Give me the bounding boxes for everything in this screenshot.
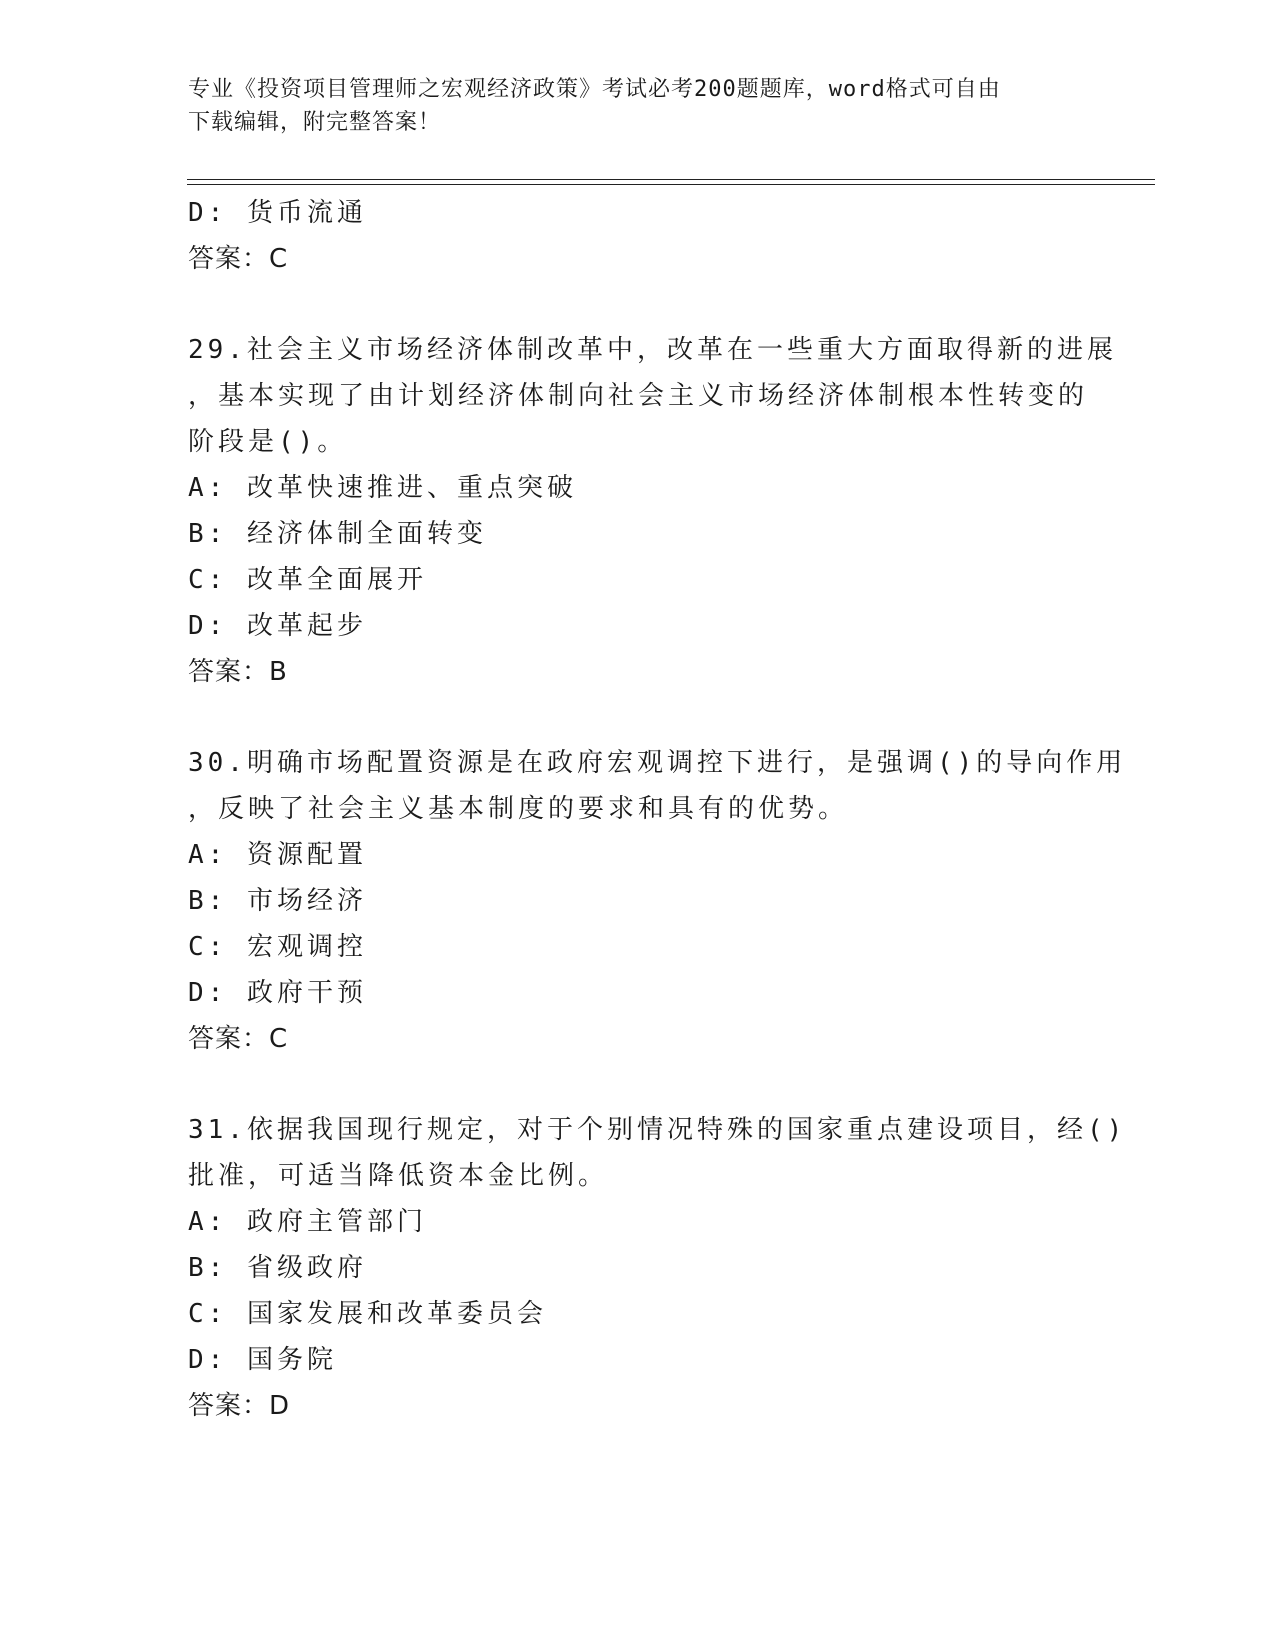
option-b: B: 市场经济 xyxy=(188,886,367,916)
question-31 xyxy=(188,1107,1127,1429)
option-b: B: 省级政府 xyxy=(188,1253,367,1283)
question-30 xyxy=(188,740,1127,1062)
question-text xyxy=(188,740,1127,832)
question-text xyxy=(188,327,1117,465)
header-title-line-2: 下载编辑，附完整答案！ xyxy=(188,110,442,135)
answer-line: 答案：B xyxy=(188,657,288,687)
header-divider-bottom xyxy=(187,184,1155,185)
answer-line: 答案：C xyxy=(188,244,289,274)
document-header xyxy=(188,73,1078,139)
option-a: A: 政府主管部门 xyxy=(188,1207,427,1237)
question-text-line: 29.社会主义市场经济体制改革中，改革在一些重大方面取得新的进展 xyxy=(188,335,1117,365)
header-divider-top xyxy=(187,179,1155,180)
option-a: A: 改革快速推进、重点突破 xyxy=(188,473,577,503)
answer-line: 答案：D xyxy=(188,1391,291,1421)
question-text-line: ，反映了社会主义基本制度的要求和具有的优势。 xyxy=(188,794,849,824)
option-a: A: 资源配置 xyxy=(188,840,367,870)
question-text-line: 31.依据我国现行规定，对于个别情况特殊的国家重点建设项目，经() xyxy=(188,1115,1127,1145)
answer-line: 答案：C xyxy=(188,1024,289,1054)
option-c: C: 宏观调控 xyxy=(188,932,367,962)
option-d: D: 货币流通 xyxy=(188,198,367,228)
question-text-line: 批准，可适当降低资本金比例。 xyxy=(188,1161,609,1191)
question-list xyxy=(188,190,1127,1474)
question-text xyxy=(188,1107,1127,1199)
option-c: C: 国家发展和改革委员会 xyxy=(188,1299,547,1329)
option-c: C: 改革全面展开 xyxy=(188,565,427,595)
question-28-tail xyxy=(188,190,1088,282)
header-title-line-1: 专业《投资项目管理师之宏观经济政策》考试必考200题题库，word格式可自由 xyxy=(188,77,1001,102)
option-d: D: 政府干预 xyxy=(188,978,367,1008)
option-b: B: 经济体制全面转变 xyxy=(188,519,487,549)
question-text-line: ，基本实现了由计划经济体制向社会主义市场经济体制根本性转变的 xyxy=(188,381,1089,411)
option-d: D: 国务院 xyxy=(188,1345,337,1375)
question-text-line: 30.明确市场配置资源是在政府宏观调控下进行，是强调()的导向作用 xyxy=(188,748,1127,778)
question-29 xyxy=(188,327,1117,695)
question-text-line: 阶段是()。 xyxy=(188,427,348,457)
option-d: D: 改革起步 xyxy=(188,611,367,641)
